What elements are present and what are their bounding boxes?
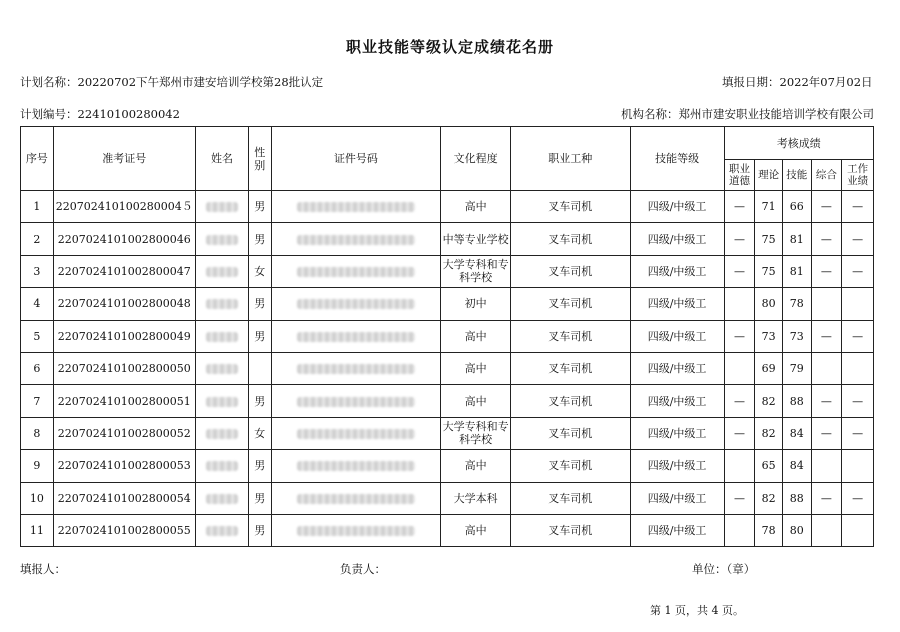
ethics-cell: — — [724, 255, 755, 287]
name-cell — [195, 482, 248, 514]
theory-cell: 75 — [755, 255, 783, 287]
filler-label: 填报人： — [20, 562, 66, 576]
plan-number-value: 22410100280042 — [77, 107, 180, 121]
redacted-id-number — [297, 364, 415, 374]
table-row — [21, 352, 874, 384]
job-cell: 叉车司机 — [510, 385, 630, 417]
comprehensive-cell: — — [811, 255, 842, 287]
redacted-name — [206, 299, 238, 309]
job-cell: 叉车司机 — [510, 255, 630, 287]
seq-cell: 3 — [21, 255, 54, 287]
level-cell: 四级/中级工 — [630, 288, 724, 320]
comprehensive-cell — [811, 514, 842, 546]
work-perf-cell: — — [842, 320, 874, 352]
gender-cell: 男 — [249, 482, 272, 514]
exam-no-cell: 2207024101002800047 — [53, 255, 195, 287]
gender-cell: 男 — [249, 288, 272, 320]
org-name-value: 郑州市建安职业技能培训学校有限公司 — [678, 107, 874, 121]
ethics-cell: — — [724, 191, 755, 223]
id-no-cell — [271, 320, 441, 352]
ethics-cell — [724, 352, 755, 384]
education-cell: 高中 — [441, 450, 511, 482]
job-cell: 叉车司机 — [510, 191, 630, 223]
job-cell: 叉车司机 — [510, 417, 630, 449]
ethics-cell: — — [724, 417, 755, 449]
exam-no-cell: 2207024101002800051 — [53, 385, 195, 417]
seq-cell: 9 — [21, 450, 54, 482]
name-cell — [195, 352, 248, 384]
education-cell: 高中 — [441, 514, 511, 546]
name-cell — [195, 320, 248, 352]
table-row — [21, 514, 874, 546]
redacted-id-number — [297, 429, 415, 439]
header-work-perf: 工作业绩 — [842, 160, 874, 191]
id-no-cell — [271, 385, 441, 417]
redacted-name — [206, 461, 238, 471]
redacted-id-number — [297, 235, 415, 245]
redacted-name — [206, 202, 238, 212]
level-cell: 四级/中级工 — [630, 191, 724, 223]
job-cell: 叉车司机 — [510, 482, 630, 514]
redacted-name — [206, 332, 238, 342]
ethics-cell: — — [724, 320, 755, 352]
header-id-no: 证件号码 — [271, 127, 441, 191]
header-scores: 考核成绩 — [724, 127, 873, 160]
gender-cell: 女 — [249, 255, 272, 287]
work-perf-cell: — — [842, 482, 874, 514]
gender-cell — [249, 352, 272, 384]
id-no-cell — [271, 255, 441, 287]
redacted-id-number — [297, 461, 415, 471]
table-row — [21, 191, 874, 223]
header-name: 姓名 — [195, 127, 248, 191]
work-perf-cell — [842, 352, 874, 384]
name-cell — [195, 450, 248, 482]
gender-cell: 男 — [249, 514, 272, 546]
level-cell: 四级/中级工 — [630, 417, 724, 449]
ethics-cell — [724, 450, 755, 482]
plan-name-value: 20220702下午郑州市建安培训学校第28批认定 — [77, 75, 324, 89]
comprehensive-cell: — — [811, 320, 842, 352]
education-cell: 大学本科 — [441, 482, 511, 514]
id-no-cell — [271, 514, 441, 546]
skill-cell: 81 — [782, 255, 811, 287]
exam-no-cell: 2207024101002800055 — [53, 514, 195, 546]
skill-cell: 73 — [782, 320, 811, 352]
comprehensive-cell — [811, 352, 842, 384]
table-row — [21, 417, 874, 449]
exam-no-cell: 2207024101002800053 — [53, 450, 195, 482]
gender-cell: 男 — [249, 385, 272, 417]
ethics-cell — [724, 288, 755, 320]
job-cell: 叉车司机 — [510, 514, 630, 546]
exam-no-cell: 2207024101002800054 — [53, 482, 195, 514]
name-cell — [195, 385, 248, 417]
job-cell: 叉车司机 — [510, 352, 630, 384]
name-cell — [195, 223, 248, 255]
job-cell: 叉车司机 — [510, 223, 630, 255]
ethics-cell: — — [724, 385, 755, 417]
theory-cell: 80 — [755, 288, 783, 320]
theory-cell: 82 — [755, 482, 783, 514]
level-cell: 四级/中级工 — [630, 352, 724, 384]
theory-cell: 82 — [755, 385, 783, 417]
table-row — [21, 450, 874, 482]
header-comprehensive: 综合 — [811, 160, 842, 191]
redacted-id-number — [297, 202, 415, 212]
page-info: 第 1 页，共 4 页。 — [650, 604, 744, 617]
exam-no-cell: 2207024101002800049 — [53, 320, 195, 352]
header-level: 技能等级 — [630, 127, 724, 191]
redacted-id-number — [297, 267, 415, 277]
exam-no-cell: 220702410100280004５ — [53, 191, 195, 223]
skill-cell: 84 — [782, 450, 811, 482]
header-education: 文化程度 — [441, 127, 511, 191]
exam-no-cell: 2207024101002800050 — [53, 352, 195, 384]
comprehensive-cell: — — [811, 417, 842, 449]
name-cell — [195, 514, 248, 546]
header-job: 职业工种 — [510, 127, 630, 191]
skill-cell: 88 — [782, 482, 811, 514]
fill-date — [722, 74, 873, 90]
level-cell: 四级/中级工 — [630, 320, 724, 352]
table-row — [21, 482, 874, 514]
fill-date-label: 填报日期： — [722, 75, 780, 89]
comprehensive-cell: — — [811, 385, 842, 417]
id-no-cell — [271, 191, 441, 223]
table-row — [21, 385, 874, 417]
redacted-name — [206, 397, 238, 407]
seq-cell: 10 — [21, 482, 54, 514]
redacted-id-number — [297, 494, 415, 504]
skill-cell: 80 — [782, 514, 811, 546]
level-cell: 四级/中级工 — [630, 482, 724, 514]
id-no-cell — [271, 288, 441, 320]
header-ethics: 职业道德 — [724, 160, 755, 191]
fill-date-value: 2022年07月02日 — [779, 75, 873, 89]
education-cell: 高中 — [441, 191, 511, 223]
theory-cell: 75 — [755, 223, 783, 255]
comprehensive-cell: — — [811, 191, 842, 223]
redacted-name — [206, 364, 238, 374]
seq-cell: 5 — [21, 320, 54, 352]
job-cell: 叉车司机 — [510, 320, 630, 352]
seq-cell: 7 — [21, 385, 54, 417]
header-exam-no: 准考证号 — [53, 127, 195, 191]
work-perf-cell — [842, 450, 874, 482]
education-cell: 大学专科和专科学校 — [441, 255, 511, 287]
plan-name-label: 计划名称： — [20, 75, 78, 89]
job-cell: 叉车司机 — [510, 288, 630, 320]
work-perf-cell — [842, 514, 874, 546]
id-no-cell — [271, 223, 441, 255]
seq-cell: 6 — [21, 352, 54, 384]
ethics-cell — [724, 514, 755, 546]
name-cell — [195, 191, 248, 223]
id-no-cell — [271, 417, 441, 449]
redacted-name — [206, 526, 238, 536]
gender-cell: 男 — [249, 320, 272, 352]
theory-cell: 65 — [755, 450, 783, 482]
education-cell: 高中 — [441, 320, 511, 352]
work-perf-cell: — — [842, 417, 874, 449]
education-cell: 高中 — [441, 352, 511, 384]
table-row — [21, 223, 874, 255]
level-cell: 四级/中级工 — [630, 450, 724, 482]
id-no-cell — [271, 482, 441, 514]
education-cell: 大学专科和专科学校 — [441, 417, 511, 449]
gender-cell: 男 — [249, 191, 272, 223]
org-name — [621, 106, 874, 122]
id-no-cell — [271, 450, 441, 482]
header-gender: 性别 — [249, 127, 272, 191]
redacted-id-number — [297, 397, 415, 407]
skill-cell: 81 — [782, 223, 811, 255]
table-row — [21, 320, 874, 352]
education-cell: 高中 — [441, 385, 511, 417]
ethics-cell: — — [724, 482, 755, 514]
work-perf-cell: — — [842, 223, 874, 255]
redacted-name — [206, 235, 238, 245]
header-seq: 序号 — [21, 127, 54, 191]
level-cell: 四级/中级工 — [630, 385, 724, 417]
header-theory: 理论 — [755, 160, 783, 191]
theory-cell: 73 — [755, 320, 783, 352]
theory-cell: 82 — [755, 417, 783, 449]
redacted-name — [206, 494, 238, 504]
ethics-cell: — — [724, 223, 755, 255]
level-cell: 四级/中级工 — [630, 514, 724, 546]
theory-cell: 78 — [755, 514, 783, 546]
seq-cell: 2 — [21, 223, 54, 255]
comprehensive-cell — [811, 450, 842, 482]
job-cell: 叉车司机 — [510, 450, 630, 482]
work-perf-cell: — — [842, 255, 874, 287]
name-cell — [195, 417, 248, 449]
skill-cell: 88 — [782, 385, 811, 417]
education-cell: 初中 — [441, 288, 511, 320]
seq-cell: 8 — [21, 417, 54, 449]
name-cell — [195, 255, 248, 287]
table-row — [21, 288, 874, 320]
id-no-cell — [271, 352, 441, 384]
education-cell: 中等专业学校 — [441, 223, 511, 255]
redacted-id-number — [297, 526, 415, 536]
exam-no-cell: 2207024101002800052 — [53, 417, 195, 449]
seq-cell: 1 — [21, 191, 54, 223]
seq-cell: 11 — [21, 514, 54, 546]
comprehensive-cell: — — [811, 482, 842, 514]
plan-number — [20, 106, 180, 122]
exam-no-cell: 2207024101002800046 — [53, 223, 195, 255]
skill-cell: 84 — [782, 417, 811, 449]
exam-no-cell: 2207024101002800048 — [53, 288, 195, 320]
work-perf-cell — [842, 288, 874, 320]
name-cell — [195, 288, 248, 320]
seq-cell: 4 — [21, 288, 54, 320]
comprehensive-cell: — — [811, 223, 842, 255]
work-perf-cell: — — [842, 385, 874, 417]
work-perf-cell: — — [842, 191, 874, 223]
gender-cell: 女 — [249, 417, 272, 449]
theory-cell: 69 — [755, 352, 783, 384]
plan-number-label: 计划编号： — [20, 107, 78, 121]
skill-cell: 66 — [782, 191, 811, 223]
score-table — [20, 126, 874, 547]
redacted-name — [206, 429, 238, 439]
org-name-label: 机构名称： — [621, 107, 679, 121]
skill-cell: 79 — [782, 352, 811, 384]
redacted-id-number — [297, 332, 415, 342]
plan-name — [20, 74, 323, 90]
skill-cell: 78 — [782, 288, 811, 320]
gender-cell: 男 — [249, 223, 272, 255]
comprehensive-cell — [811, 288, 842, 320]
table-row — [21, 255, 874, 287]
redacted-id-number — [297, 299, 415, 309]
theory-cell: 71 — [755, 191, 783, 223]
unit-seal-label: 单位：（章） — [692, 562, 756, 576]
level-cell: 四级/中级工 — [630, 223, 724, 255]
level-cell: 四级/中级工 — [630, 255, 724, 287]
responsible-label: 负责人： — [340, 562, 386, 576]
roster-title: 职业技能等级认定成绩花名册 — [345, 38, 554, 56]
redacted-name — [206, 267, 238, 277]
header-skill: 技能 — [782, 160, 811, 191]
gender-cell: 男 — [249, 450, 272, 482]
